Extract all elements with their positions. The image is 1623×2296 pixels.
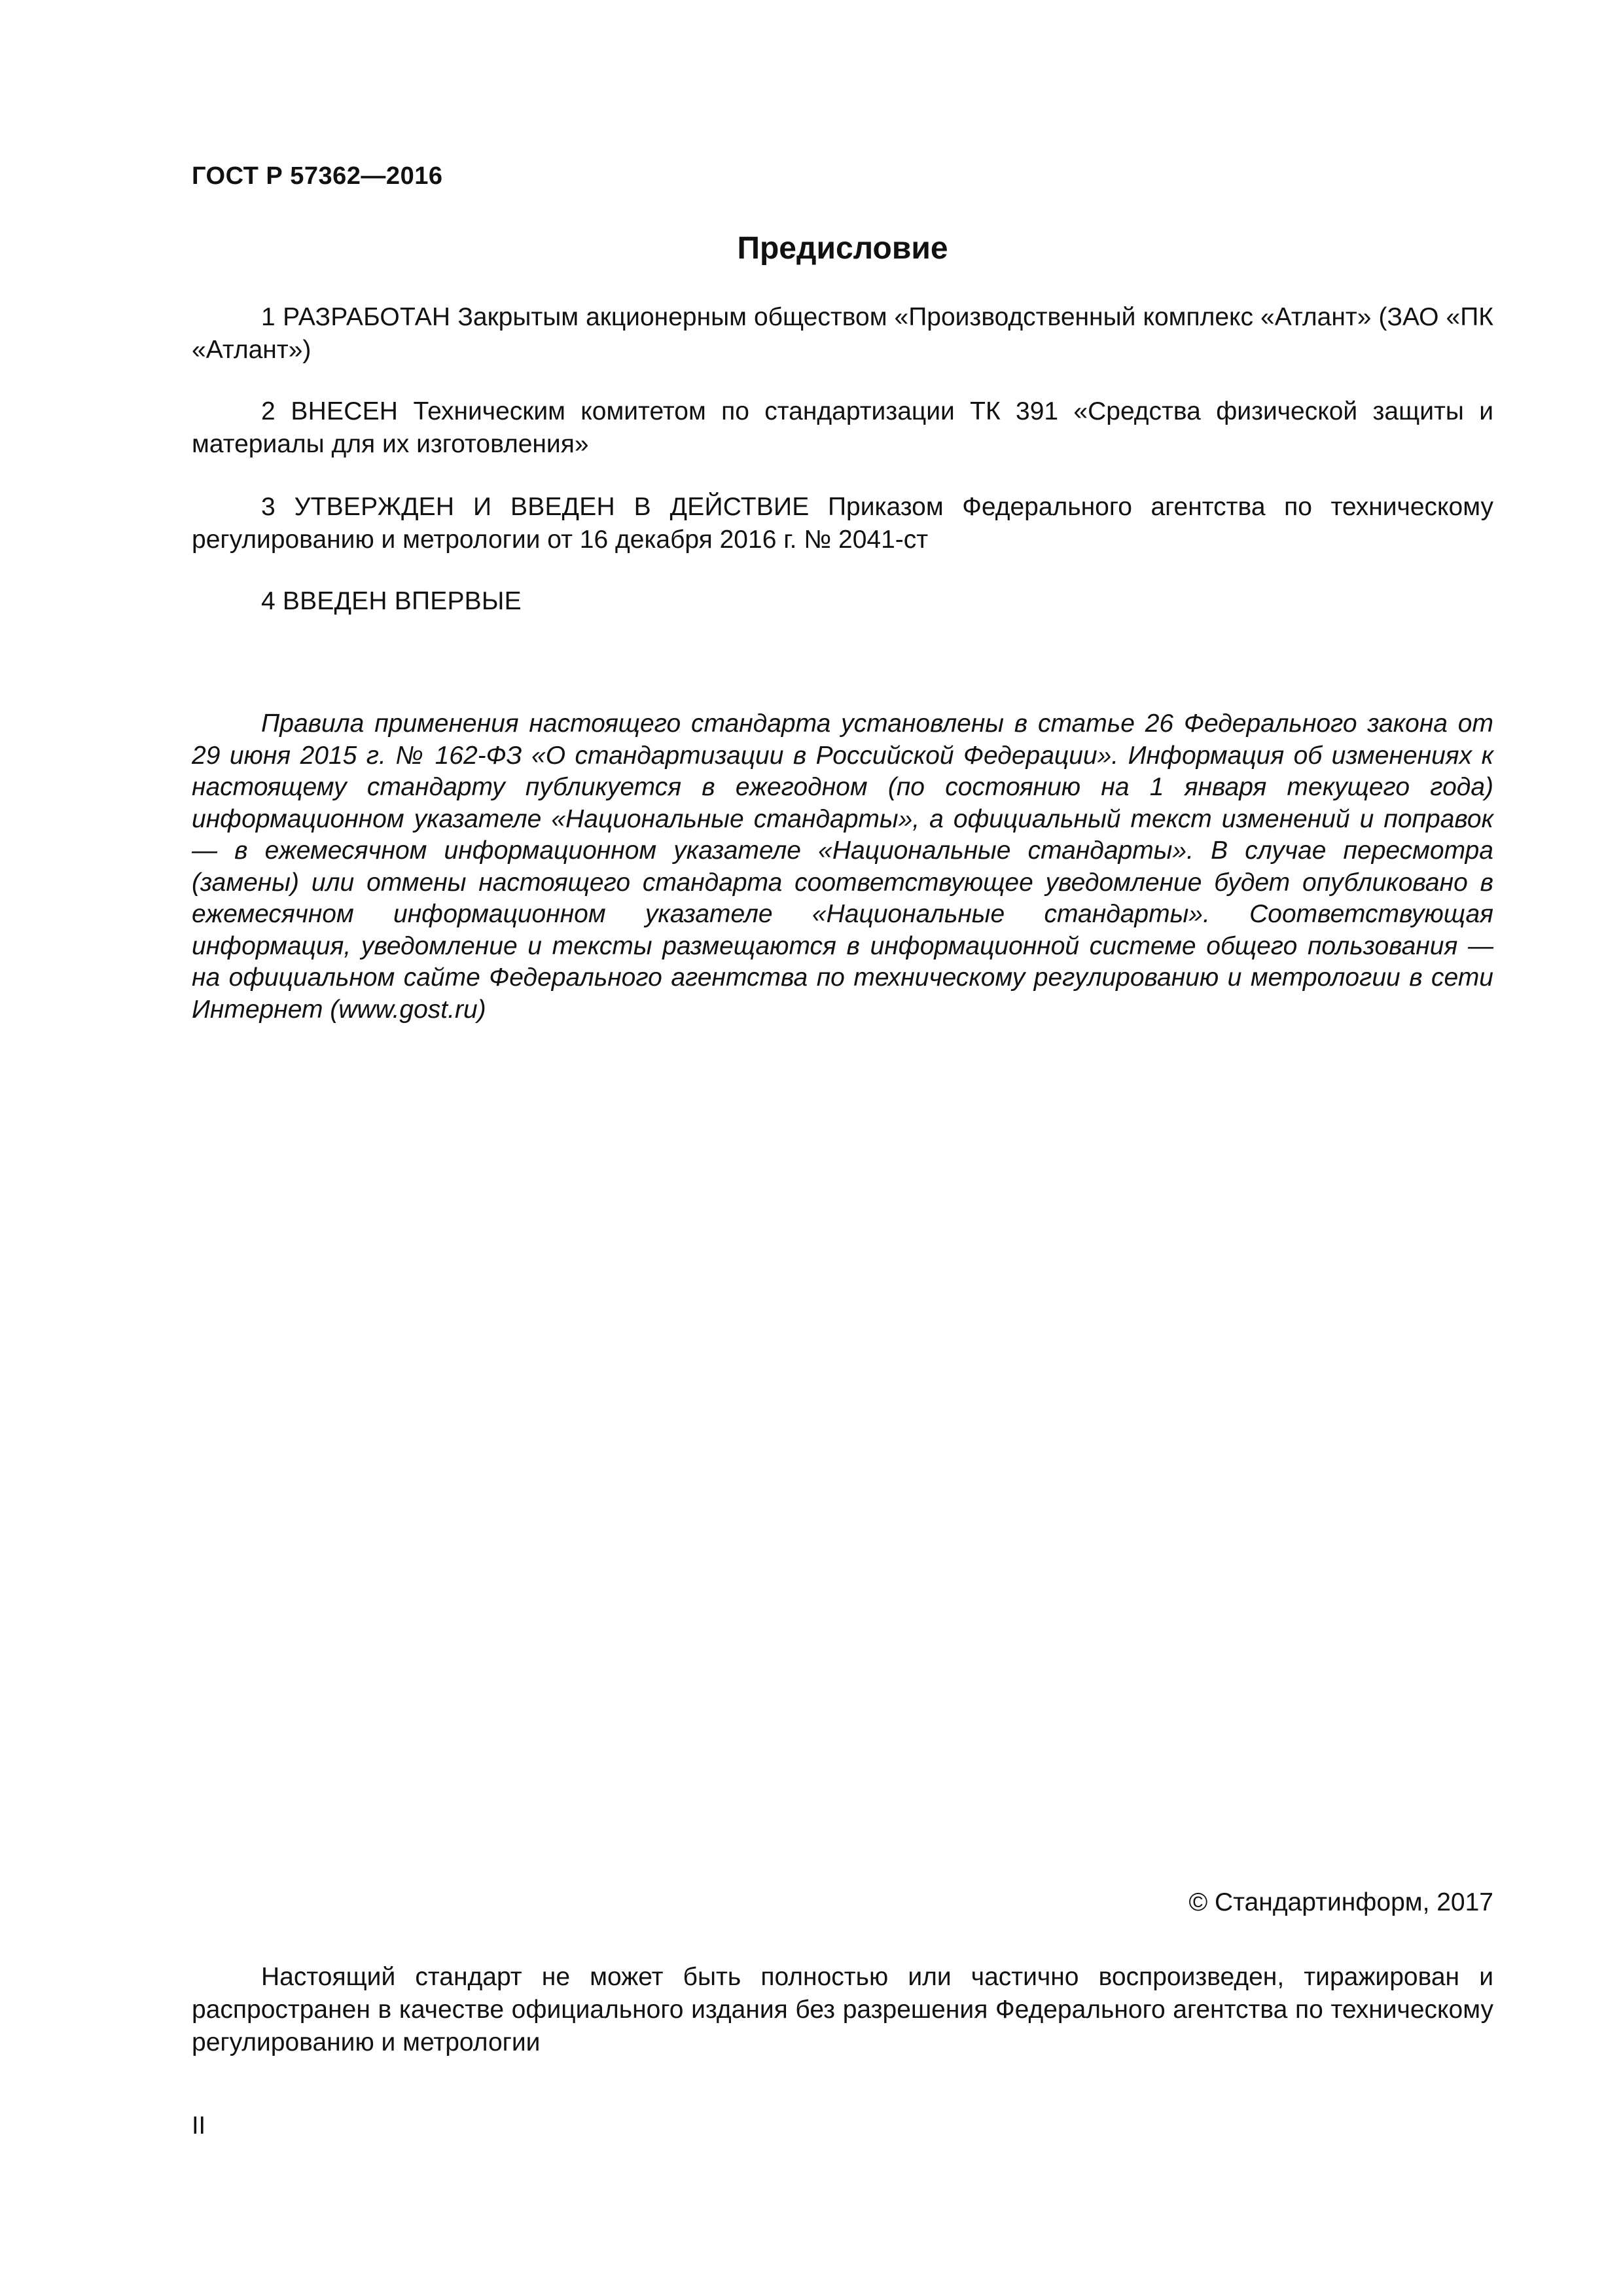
preface-item-2	[192, 395, 1493, 461]
preface-item-4	[192, 585, 1493, 618]
preface-item-2-lead: 2 ВНЕСЕН	[261, 397, 399, 425]
document-code: ГОСТ Р 57362—2016	[192, 162, 443, 190]
preface-item-2-text: Техническим комитетом по стандартизации ТК 391 «Средства физической защиты и материалы для их изготовления»	[192, 397, 1493, 458]
page-number: II	[192, 2112, 206, 2140]
preface-item-3	[192, 491, 1493, 556]
preface-item-1-lead: 1 РАЗРАБОТАН	[261, 303, 451, 331]
reproduction-notice: Настоящий стандарт не может быть полностью или частично воспроизведен, тиражирован и распространен в качестве официального издания без разрешения Федерального агентства по техническому регулированию и метрологии	[192, 1963, 1493, 2056]
preface-item-1-text: Закрытым акционерным обществом «Производственный комплекс «Атлант» (ЗАО «ПК «Атлант»)	[192, 303, 1493, 364]
standard-rules-note: Правила применения настоящего стандарта установлены в статье 26 Федерального закона от 29 июня 2015 г. № 162-ФЗ «О стандартизации в Российской Федерации». Информация об изменениях к настоящему стандарту публикуется в ежегодном (по состоянию на 1 января текущего года) информационном указателе «Национальные стандарты», а официальный текст изменений и поправок — в ежемесячном информационном указателе «Национальные стандарты». В случае пересмотра (замены) или отмены настоящего стандарта соответствующее уведомление будет опубликовано в ежемесячном информационном указателе «Национальные стандарты». Соответствующая информация, уведомление и тексты размещаются в информационной системе общего пользования — на официальном сайте Федерального агентства по техническому регулированию и метрологии в сети Интернет (www.gost.ru)	[192, 709, 1493, 1024]
preface-item-4-lead: 4 ВВЕДЕН ВПЕРВЫЕ	[261, 587, 522, 615]
preface-item-3-lead: 3 УТВЕРЖДЕН И ВВЕДЕН В ДЕЙСТВИЕ	[261, 493, 810, 521]
copyright-notice: © Стандартинформ, 2017	[1188, 1888, 1493, 1916]
preface-title: Предисловие	[737, 231, 948, 266]
preface-item-3-text: Приказом Федерального агентства по техническому регулированию и метрологии от 16 декабря 2016 г. № 2041-ст	[192, 493, 1494, 554]
preface-item-1	[192, 301, 1493, 367]
